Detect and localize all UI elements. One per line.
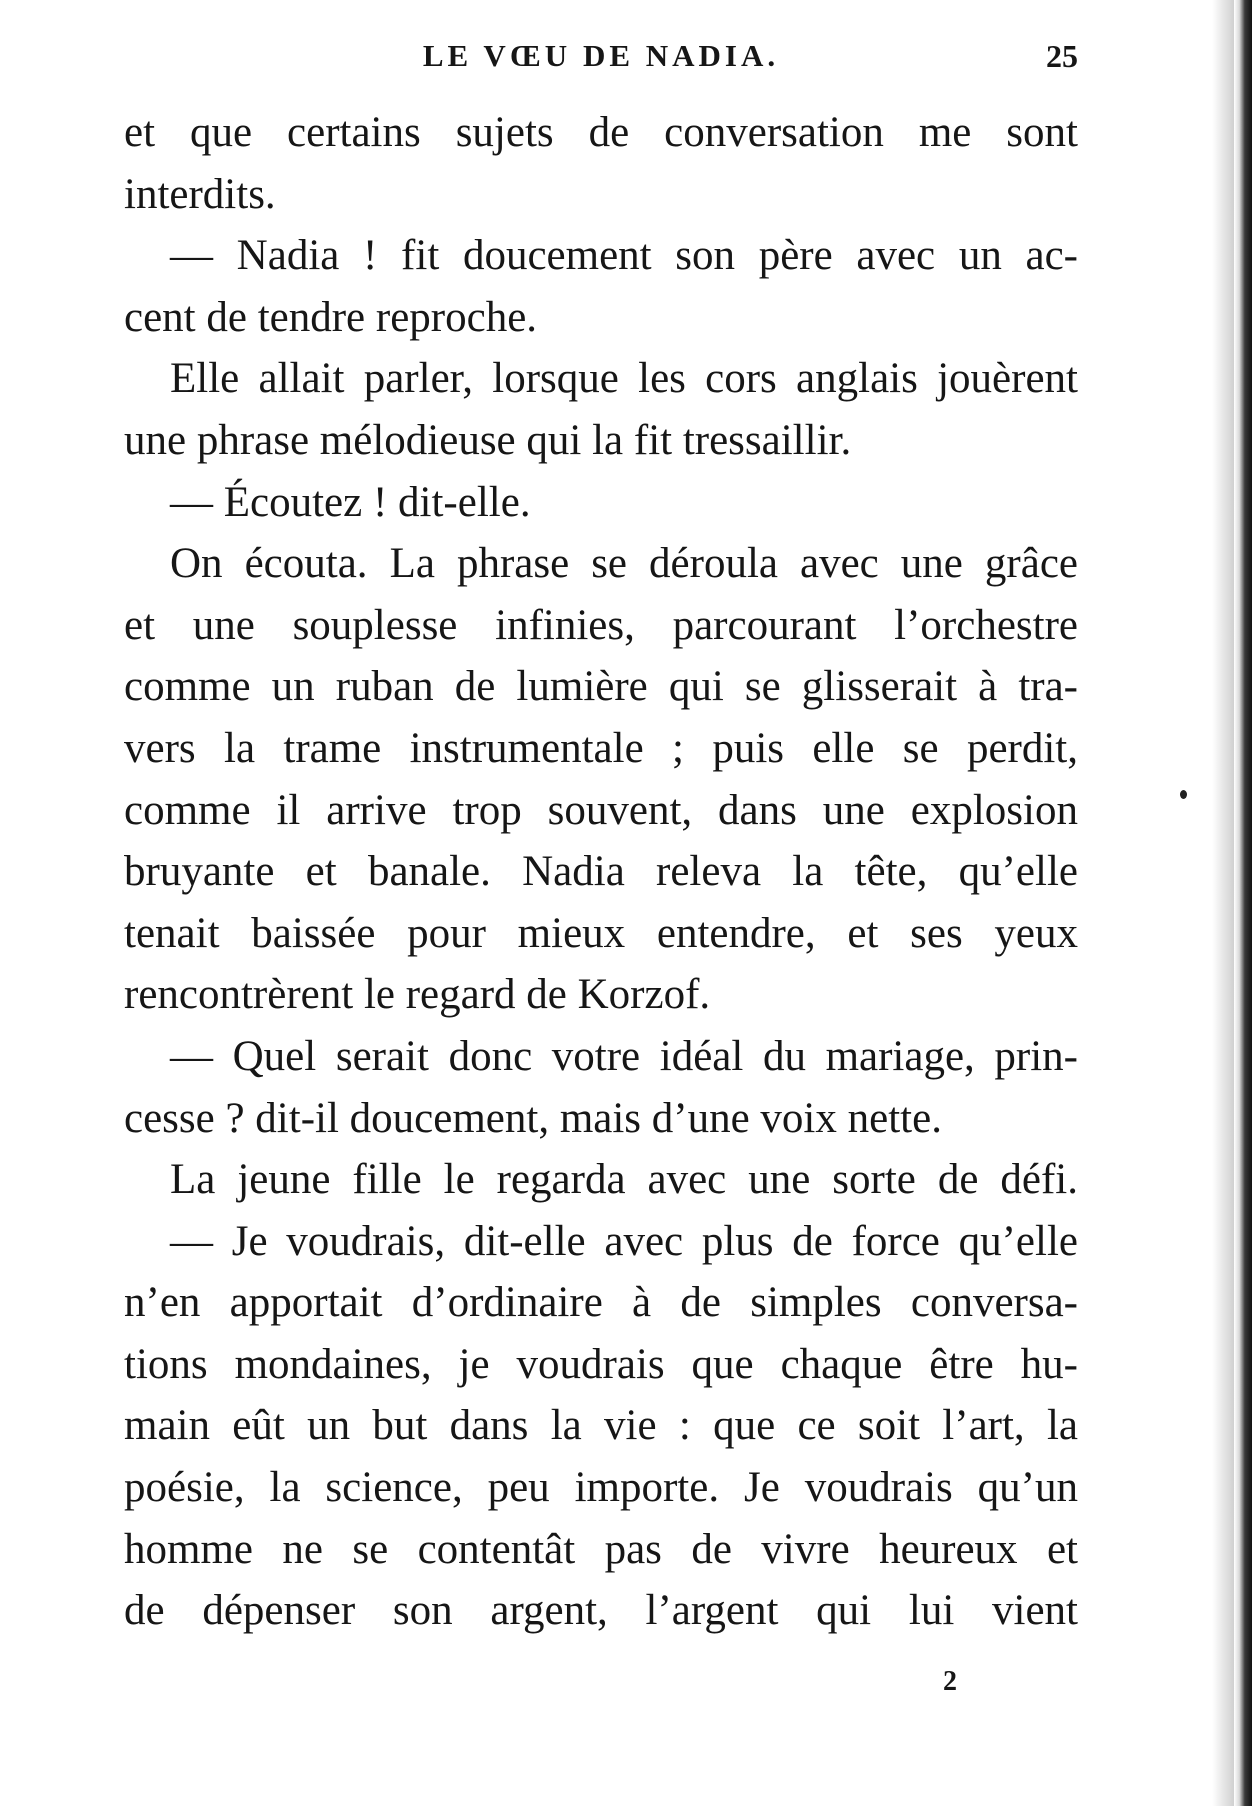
text-line: — Écoutez ! dit-elle. (170, 478, 531, 526)
body-text (124, 102, 1078, 1642)
text-line: rencontrèrent le regard de Korzof. (124, 971, 711, 1019)
text-line: — Quel serait donc votre idéal du mariage, prin- (170, 1032, 1078, 1080)
text-line: La jeune fille le regarda avec une sorte de défi. (170, 1156, 1078, 1204)
text-line: bruyante et banale. Nadia releva la tête, qu’elle (124, 848, 1078, 896)
signature-mark: 2 (943, 1666, 957, 1697)
running-title: LE VŒU DE NADIA. (422, 38, 780, 73)
text-line: homme ne se contentât pas de vivre heureux et (124, 1525, 1078, 1573)
ink-speck (1180, 790, 1187, 799)
binding-edge (1234, 0, 1252, 1806)
text-line: comme un ruban de lumière qui se glisserait à tra- (124, 663, 1078, 711)
text-line: comme il arrive trop souvent, dans une explosion (124, 786, 1078, 834)
binding-shadow (1212, 0, 1234, 1806)
text-line: vers la trame instrumentale ; puis elle se perdit, (124, 724, 1078, 772)
page-number: 25 (1046, 38, 1078, 74)
text-line: Elle allait parler, lorsque les cors anglais jouèrent (170, 355, 1078, 403)
text-line: et une souplesse infinies, parcourant l’orchestre (124, 601, 1078, 649)
text-line: n’en apportait d’ordinaire à de simples conversa- (124, 1279, 1078, 1327)
text-line: et que certains sujets de conversation me sont (124, 109, 1078, 156)
text-line: cesse ? dit-il doucement, mais d’une voix nette. (124, 1094, 942, 1142)
text-line: une phrase mélodieuse qui la fit tressaillir. (124, 416, 852, 464)
text-line: main eût un but dans la vie : que ce soit l’art, la (124, 1402, 1078, 1450)
text-line: interdits. (124, 170, 276, 218)
text-line: On écouta. La phrase se déroula avec une grâce (170, 540, 1078, 588)
text-line: tions mondaines, je voudrais que chaque être hu- (124, 1340, 1078, 1388)
text-line: tenait baissée pour mieux entendre, et ses yeux (124, 909, 1078, 957)
text-line: cent de tendre reproche. (124, 293, 538, 341)
text-line: poésie, la science, peu importe. Je voudrais qu’un (124, 1464, 1078, 1512)
page-header (124, 38, 1078, 78)
text-line: de dépenser son argent, l’argent qui lui vient (124, 1587, 1078, 1635)
text-line: — Je voudrais, dit-elle avec plus de force qu’elle (170, 1217, 1078, 1265)
text-line: — Nadia ! fit doucement son père avec un ac- (170, 232, 1078, 280)
